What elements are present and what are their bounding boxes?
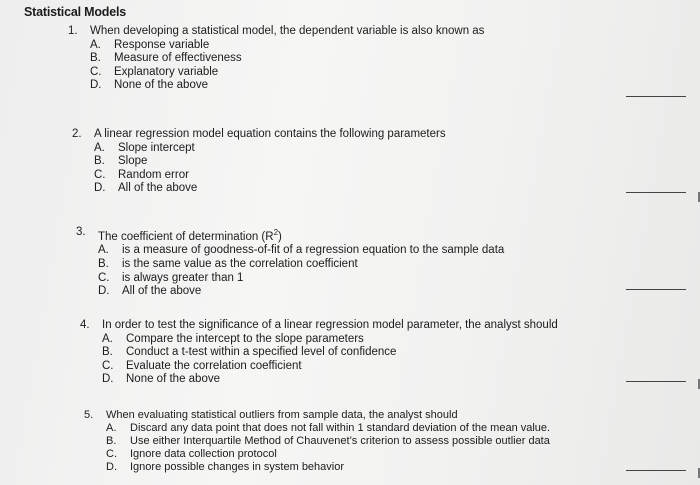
- option-text: is always greater than 1: [122, 271, 244, 284]
- question-5: [84, 409, 550, 474]
- option-a: [98, 244, 504, 258]
- option-text: Discard any data point that does not fall within 1 standard deviation of the mean value.: [130, 422, 551, 434]
- option-a: [106, 422, 550, 435]
- option-letter: B.: [102, 346, 113, 359]
- option-b: [90, 52, 484, 66]
- question-number: 2.: [72, 128, 82, 140]
- option-d: [106, 461, 550, 474]
- question-stem: [72, 128, 446, 142]
- answer-blank-3[interactable]: [626, 289, 686, 290]
- question-3: [76, 226, 504, 299]
- option-text: All of the above: [118, 182, 198, 195]
- question-stem: [84, 409, 550, 422]
- option-letter: A.: [106, 422, 117, 434]
- answer-blank-4[interactable]: [626, 381, 686, 382]
- option-letter: D.: [102, 373, 114, 386]
- question-text-end: ): [278, 230, 282, 243]
- option-text: Slope intercept: [118, 141, 195, 154]
- option-letter: C.: [98, 271, 110, 284]
- question-4: [80, 319, 558, 387]
- option-text: Response variable: [114, 38, 210, 51]
- option-text: Random error: [118, 168, 189, 181]
- option-text: Ignore possible changes in system behavior: [130, 461, 345, 473]
- option-letter: A.: [94, 141, 105, 154]
- option-a: [102, 333, 558, 347]
- option-b: [102, 346, 558, 360]
- option-letter: B.: [90, 52, 101, 65]
- option-text: All of the above: [122, 285, 202, 298]
- answer-blank-1[interactable]: [626, 96, 686, 97]
- option-c: [102, 360, 558, 374]
- option-b: [98, 258, 504, 272]
- option-letter: B.: [98, 258, 109, 271]
- option-letter: D.: [106, 461, 117, 473]
- option-letter: D.: [94, 182, 106, 195]
- question-number: 5.: [84, 409, 94, 421]
- option-a: [94, 142, 446, 156]
- option-text: Measure of effectiveness: [114, 52, 242, 65]
- option-c: [90, 66, 484, 80]
- page-title: Statistical Models: [24, 5, 126, 19]
- option-letter: A.: [102, 332, 113, 345]
- option-letter: D.: [90, 79, 102, 92]
- question-text: When developing a statistical model, the dependent variable is also known as: [90, 25, 485, 37]
- superscript: 2: [273, 228, 279, 237]
- option-text: Ignore data collection protocol: [130, 448, 277, 460]
- question-1: [68, 25, 484, 93]
- option-text: Evaluate the correlation coefficient: [126, 359, 302, 372]
- option-d: [102, 373, 558, 387]
- question-text: When evaluating statistical outliers from sample data, the analyst should: [106, 409, 458, 421]
- question-text: A linear regression model equation contains the following parameters: [94, 128, 446, 140]
- option-letter: A.: [90, 38, 101, 51]
- question-number: 1.: [68, 25, 78, 37]
- option-b: [106, 435, 550, 448]
- option-text: None of the above: [114, 79, 208, 92]
- option-letter: D.: [98, 285, 110, 298]
- option-letter: C.: [106, 448, 117, 460]
- option-text: Conduct a t-test within a specified level of confidence: [126, 346, 397, 359]
- question-stem: [68, 25, 484, 39]
- question-text: [98, 226, 282, 244]
- question-stem: [76, 226, 504, 244]
- option-d: [90, 79, 484, 93]
- option-b: [94, 155, 446, 169]
- question-number: 3.: [76, 226, 86, 238]
- option-c: [106, 448, 550, 461]
- option-d: [94, 182, 446, 196]
- option-text: None of the above: [126, 373, 220, 386]
- option-c: [94, 169, 446, 183]
- question-number: 4.: [80, 319, 90, 331]
- option-text: is the same value as the correlation coefficient: [122, 258, 358, 271]
- option-text: Compare the intercept to the slope parameters: [126, 332, 364, 345]
- option-text: is a measure of goodness-of-fit of a regression equation to the sample data: [122, 244, 505, 257]
- option-letter: A.: [98, 244, 109, 257]
- option-letter: C.: [90, 65, 102, 78]
- option-c: [98, 272, 504, 286]
- option-a: [90, 39, 484, 53]
- option-d: [98, 285, 504, 299]
- option-text: Explanatory variable: [114, 65, 219, 78]
- option-letter: C.: [94, 168, 106, 181]
- option-letter: C.: [102, 359, 114, 372]
- option-text: Use either Interquartile Method of Chauvenet’s criterion to assess possible outlier data: [130, 435, 550, 447]
- option-letter: B.: [94, 155, 105, 168]
- answer-blank-5[interactable]: [626, 470, 686, 471]
- question-stem: [80, 319, 558, 333]
- answer-blank-2[interactable]: [626, 192, 686, 193]
- question-text: In order to test the significance of a linear regression model parameter, the analyst should: [102, 319, 558, 331]
- question-text-main: The coefficient of determination (R: [98, 230, 274, 243]
- question-2: [72, 128, 446, 196]
- option-text: Slope: [118, 155, 148, 168]
- option-letter: B.: [106, 435, 117, 447]
